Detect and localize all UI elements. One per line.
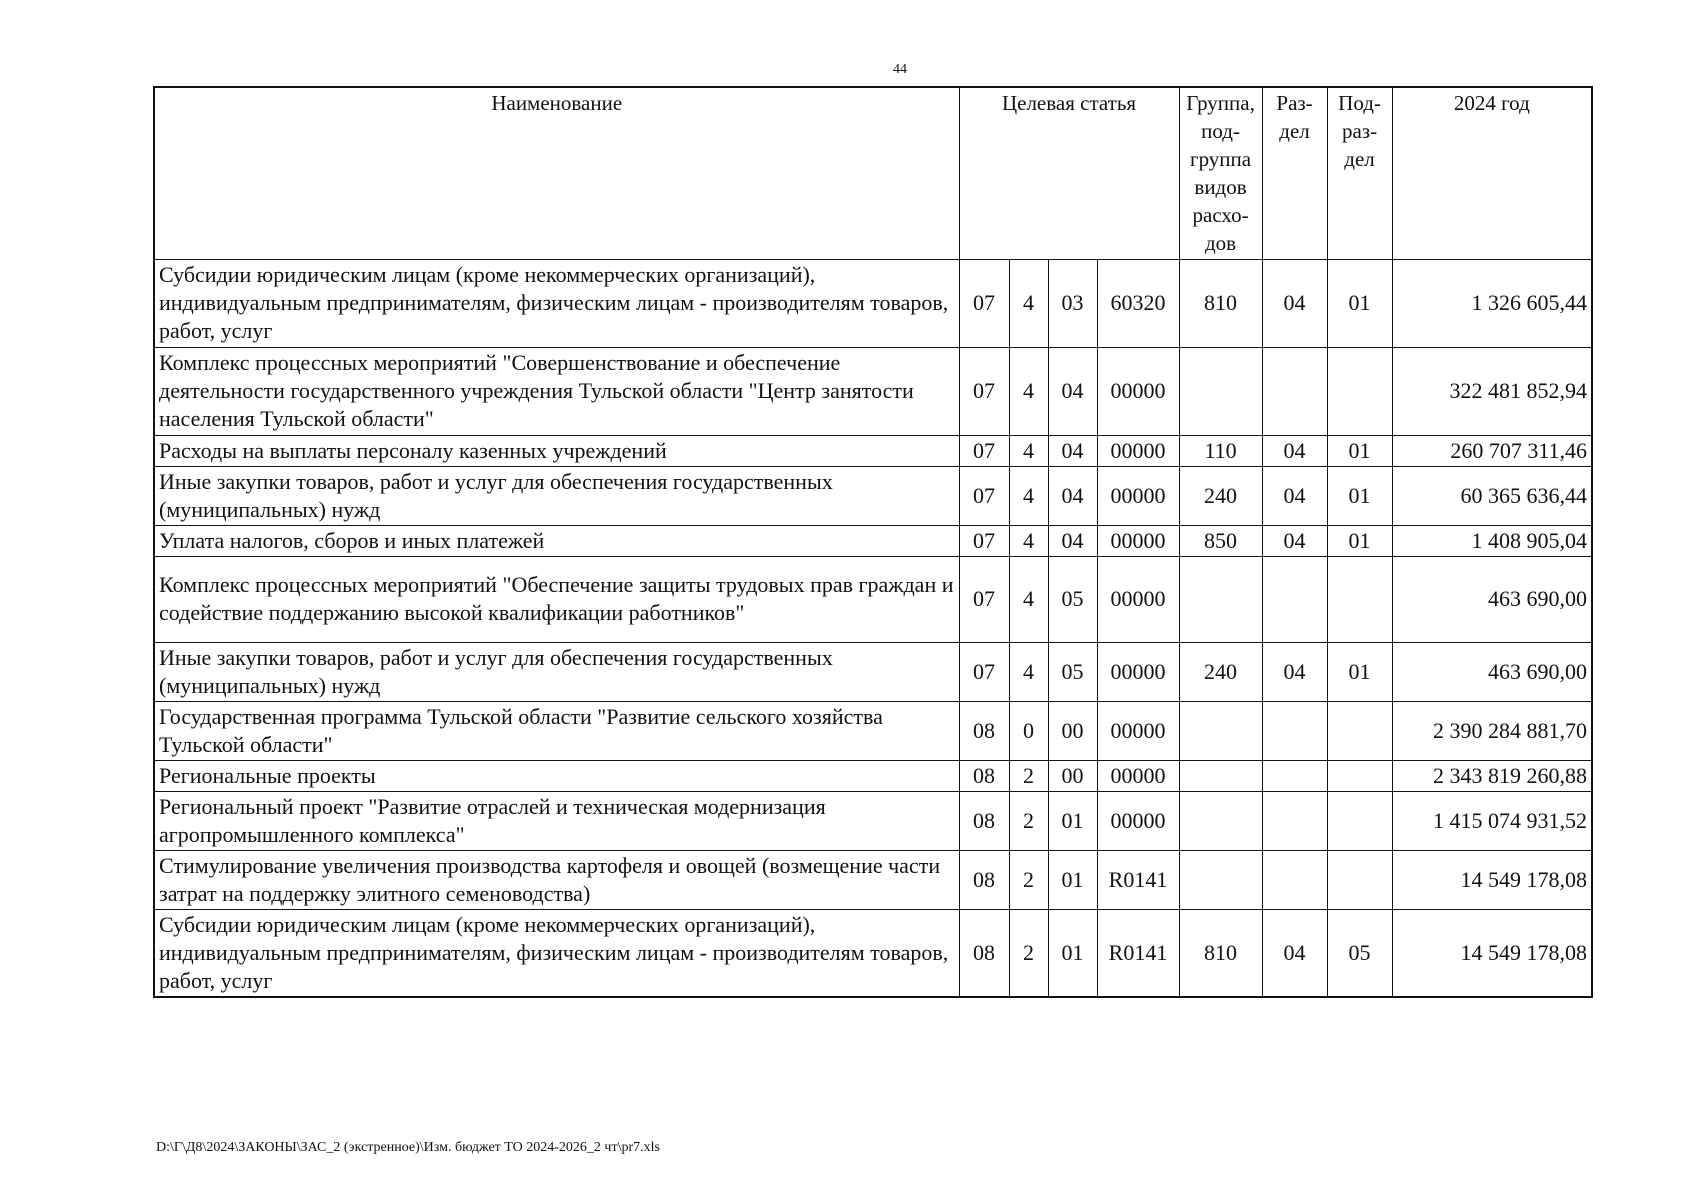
target-code-3: 05 bbox=[1048, 642, 1097, 701]
expense-group: 240 bbox=[1179, 466, 1262, 525]
expense-group bbox=[1179, 791, 1262, 850]
subsection-code bbox=[1327, 347, 1392, 435]
row-name: Стимулирование увеличения производства картофеля и овощей (возмещение части затрат на поддержку элитного семеноводства) bbox=[154, 850, 959, 909]
target-code-3: 00 bbox=[1048, 760, 1097, 791]
table-row bbox=[154, 525, 1592, 556]
target-code-4: R0141 bbox=[1097, 850, 1179, 909]
header-group: Группа, под- группа видов расхо- дов bbox=[1179, 87, 1262, 259]
target-code-1: 07 bbox=[959, 435, 1009, 466]
expense-group bbox=[1179, 347, 1262, 435]
target-code-1: 08 bbox=[959, 701, 1009, 760]
target-code-3: 04 bbox=[1048, 347, 1097, 435]
target-code-4: 00000 bbox=[1097, 435, 1179, 466]
row-name: Комплекс процессных мероприятий "Обеспечение защиты трудовых прав граждан и содействие поддержанию высокой квалификации работников" bbox=[154, 556, 959, 642]
target-code-2: 4 bbox=[1009, 259, 1048, 347]
section-code bbox=[1262, 850, 1327, 909]
row-name: Иные закупки товаров, работ и услуг для обеспечения государственных (муниципальных) нужд bbox=[154, 642, 959, 701]
target-code-4: R0141 bbox=[1097, 909, 1179, 997]
target-code-1: 07 bbox=[959, 556, 1009, 642]
row-name: Расходы на выплаты персоналу казенных учреждений bbox=[154, 435, 959, 466]
subsection-code: 01 bbox=[1327, 435, 1392, 466]
target-code-1: 08 bbox=[959, 850, 1009, 909]
subsection-code bbox=[1327, 701, 1392, 760]
section-code bbox=[1262, 701, 1327, 760]
row-name: Субсидии юридическим лицам (кроме некоммерческих организаций), индивидуальным предпринимателям, физическим лицам - производителям товаров, работ, услуг bbox=[154, 259, 959, 347]
target-code-4: 00000 bbox=[1097, 466, 1179, 525]
target-code-3: 01 bbox=[1048, 791, 1097, 850]
target-code-3: 01 bbox=[1048, 850, 1097, 909]
section-code: 04 bbox=[1262, 525, 1327, 556]
subsection-code bbox=[1327, 791, 1392, 850]
subsection-code bbox=[1327, 760, 1392, 791]
target-code-2: 2 bbox=[1009, 791, 1048, 850]
section-code bbox=[1262, 760, 1327, 791]
table-row bbox=[154, 642, 1592, 701]
section-code: 04 bbox=[1262, 909, 1327, 997]
subsection-code: 01 bbox=[1327, 525, 1392, 556]
target-code-4: 00000 bbox=[1097, 556, 1179, 642]
budget-table bbox=[153, 86, 1593, 998]
target-code-2: 4 bbox=[1009, 556, 1048, 642]
header-target-article: Целевая статья bbox=[959, 87, 1179, 259]
target-code-2: 2 bbox=[1009, 760, 1048, 791]
header-name: Наименование bbox=[154, 87, 959, 259]
target-code-3: 00 bbox=[1048, 701, 1097, 760]
table-row bbox=[154, 791, 1592, 850]
target-code-4: 00000 bbox=[1097, 701, 1179, 760]
target-code-1: 07 bbox=[959, 525, 1009, 556]
target-code-4: 00000 bbox=[1097, 642, 1179, 701]
footer-file-path: D:\Г\Д8\2024\ЗАКОНЫ\ЗАС_2 (экстренное)\Изм. бюджет ТО 2024-2026_2 чт\pr7.xls bbox=[156, 1140, 660, 1155]
expense-group: 810 bbox=[1179, 259, 1262, 347]
section-code bbox=[1262, 791, 1327, 850]
target-code-1: 08 bbox=[959, 909, 1009, 997]
header-section: Раз- дел bbox=[1262, 87, 1327, 259]
target-code-1: 08 bbox=[959, 760, 1009, 791]
section-code: 04 bbox=[1262, 466, 1327, 525]
amount-2024: 14 549 178,08 bbox=[1392, 850, 1592, 909]
target-code-3: 03 bbox=[1048, 259, 1097, 347]
amount-2024: 322 481 852,94 bbox=[1392, 347, 1592, 435]
row-name: Иные закупки товаров, работ и услуг для обеспечения государственных (муниципальных) нужд bbox=[154, 466, 959, 525]
table-row bbox=[154, 556, 1592, 642]
target-code-2: 2 bbox=[1009, 909, 1048, 997]
target-code-4: 00000 bbox=[1097, 525, 1179, 556]
target-code-1: 07 bbox=[959, 347, 1009, 435]
expense-group bbox=[1179, 760, 1262, 791]
section-code: 04 bbox=[1262, 642, 1327, 701]
amount-2024: 463 690,00 bbox=[1392, 556, 1592, 642]
subsection-code bbox=[1327, 556, 1392, 642]
table-row bbox=[154, 466, 1592, 525]
target-code-2: 0 bbox=[1009, 701, 1048, 760]
target-code-1: 08 bbox=[959, 791, 1009, 850]
section-code bbox=[1262, 347, 1327, 435]
target-code-1: 07 bbox=[959, 259, 1009, 347]
target-code-2: 4 bbox=[1009, 466, 1048, 525]
amount-2024: 1 415 074 931,52 bbox=[1392, 791, 1592, 850]
target-code-4: 00000 bbox=[1097, 760, 1179, 791]
row-name: Комплекс процессных мероприятий "Совершенствование и обеспечение деятельности государственного учреждения Тульской области "Центр занятости населения Тульской области" bbox=[154, 347, 959, 435]
expense-group: 850 bbox=[1179, 525, 1262, 556]
target-code-4: 00000 bbox=[1097, 347, 1179, 435]
table-row bbox=[154, 909, 1592, 997]
subsection-code: 05 bbox=[1327, 909, 1392, 997]
expense-group: 110 bbox=[1179, 435, 1262, 466]
expense-group bbox=[1179, 850, 1262, 909]
amount-2024: 14 549 178,08 bbox=[1392, 909, 1592, 997]
target-code-2: 4 bbox=[1009, 642, 1048, 701]
header-year: 2024 год bbox=[1392, 87, 1592, 259]
table-row bbox=[154, 435, 1592, 466]
section-code bbox=[1262, 556, 1327, 642]
amount-2024: 463 690,00 bbox=[1392, 642, 1592, 701]
target-code-4: 60320 bbox=[1097, 259, 1179, 347]
amount-2024: 1 326 605,44 bbox=[1392, 259, 1592, 347]
target-code-2: 4 bbox=[1009, 435, 1048, 466]
page-number: 44 bbox=[893, 62, 907, 77]
subsection-code: 01 bbox=[1327, 642, 1392, 701]
target-code-2: 4 bbox=[1009, 525, 1048, 556]
expense-group bbox=[1179, 701, 1262, 760]
amount-2024: 60 365 636,44 bbox=[1392, 466, 1592, 525]
table-row bbox=[154, 259, 1592, 347]
expense-group bbox=[1179, 556, 1262, 642]
target-code-3: 04 bbox=[1048, 435, 1097, 466]
row-name: Региональный проект "Развитие отраслей и техническая модернизация агропромышленного комплекса" bbox=[154, 791, 959, 850]
table-row bbox=[154, 701, 1592, 760]
row-name: Региональные проекты bbox=[154, 760, 959, 791]
table-body bbox=[154, 259, 1592, 997]
target-code-3: 04 bbox=[1048, 466, 1097, 525]
table-row bbox=[154, 760, 1592, 791]
amount-2024: 2 390 284 881,70 bbox=[1392, 701, 1592, 760]
row-name: Уплата налогов, сборов и иных платежей bbox=[154, 525, 959, 556]
subsection-code: 01 bbox=[1327, 259, 1392, 347]
target-code-2: 2 bbox=[1009, 850, 1048, 909]
target-code-3: 04 bbox=[1048, 525, 1097, 556]
target-code-2: 4 bbox=[1009, 347, 1048, 435]
amount-2024: 1 408 905,04 bbox=[1392, 525, 1592, 556]
target-code-1: 07 bbox=[959, 642, 1009, 701]
row-name: Государственная программа Тульской области "Развитие сельского хозяйства Тульской области" bbox=[154, 701, 959, 760]
table-row bbox=[154, 347, 1592, 435]
subsection-code bbox=[1327, 850, 1392, 909]
expense-group: 810 bbox=[1179, 909, 1262, 997]
target-code-4: 00000 bbox=[1097, 791, 1179, 850]
section-code: 04 bbox=[1262, 435, 1327, 466]
amount-2024: 2 343 819 260,88 bbox=[1392, 760, 1592, 791]
header-subsection: Под- раз- дел bbox=[1327, 87, 1392, 259]
row-name: Субсидии юридическим лицам (кроме некоммерческих организаций), индивидуальным предпринимателям, физическим лицам - производителям товаров, работ, услуг bbox=[154, 909, 959, 997]
header-row bbox=[154, 87, 1592, 259]
section-code: 04 bbox=[1262, 259, 1327, 347]
target-code-3: 05 bbox=[1048, 556, 1097, 642]
amount-2024: 260 707 311,46 bbox=[1392, 435, 1592, 466]
expense-group: 240 bbox=[1179, 642, 1262, 701]
table-row bbox=[154, 850, 1592, 909]
target-code-1: 07 bbox=[959, 466, 1009, 525]
subsection-code: 01 bbox=[1327, 466, 1392, 525]
target-code-3: 01 bbox=[1048, 909, 1097, 997]
